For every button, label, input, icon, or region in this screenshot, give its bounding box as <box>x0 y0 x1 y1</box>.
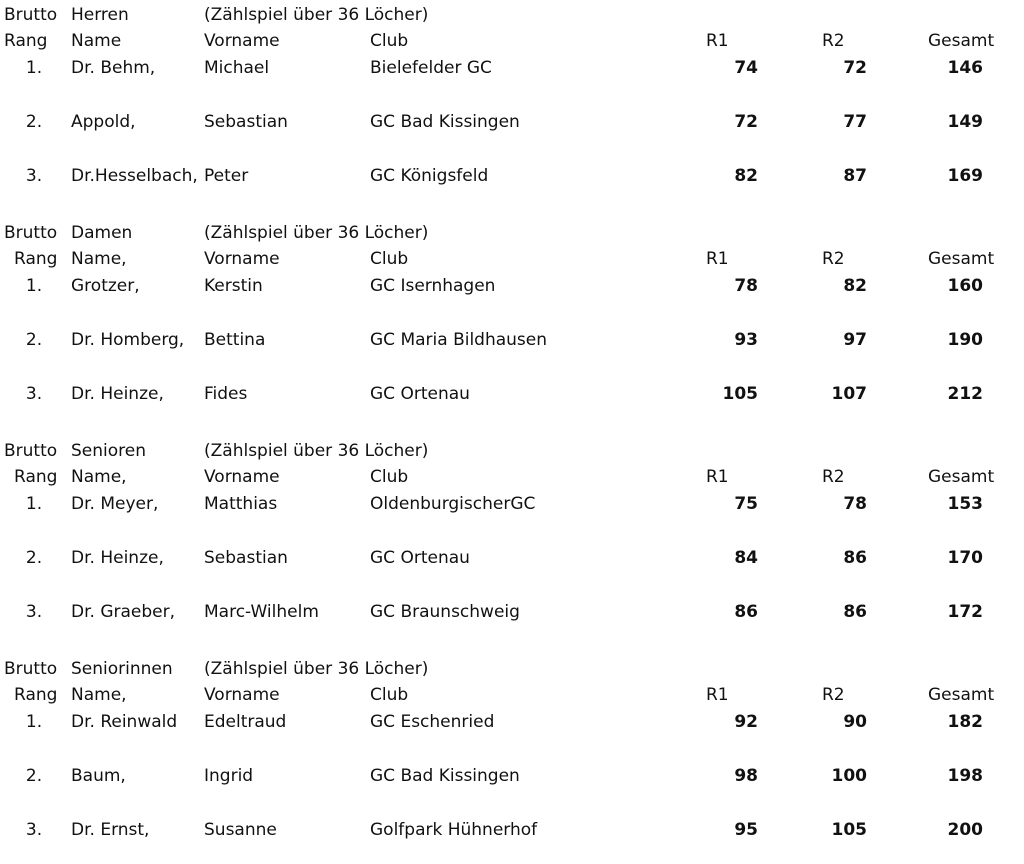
score-gesamt: 170 <box>947 548 983 568</box>
col-name: Name <box>71 31 122 51</box>
rang: 2. <box>25 766 43 786</box>
score-r1: 78 <box>734 276 758 296</box>
col-gesamt: Gesamt <box>928 31 995 51</box>
column-header-row <box>0 248 1024 270</box>
col-r1: R1 <box>706 685 729 705</box>
name: Dr.Hesselbach, <box>71 166 198 186</box>
col-rang: Rang <box>14 249 58 269</box>
vorname: Sebastian <box>204 112 288 132</box>
col-r2: R2 <box>822 467 845 487</box>
col-vorname: Vorname <box>204 467 280 487</box>
col-rang: Rang <box>14 467 58 487</box>
col-club: Club <box>370 31 409 51</box>
rang: 2. <box>25 330 43 350</box>
club: GC Ortenau <box>370 384 470 404</box>
score-r1: 86 <box>734 602 758 622</box>
col-rang: Rang <box>4 31 48 51</box>
vorname: Marc-Wilhelm <box>204 602 319 622</box>
vorname: Kerstin <box>204 276 263 296</box>
score-gesamt: 198 <box>947 766 983 786</box>
club: GC Braunschweig <box>370 602 520 622</box>
table-row <box>0 601 1024 623</box>
col-name: Name, <box>71 249 127 269</box>
score-gesamt: 212 <box>947 384 983 404</box>
score-r2: 82 <box>843 276 867 296</box>
name: Dr. Heinze, <box>71 384 164 404</box>
vorname: Ingrid <box>204 766 254 786</box>
score-gesamt: 190 <box>947 330 983 350</box>
score-gesamt: 160 <box>947 276 983 296</box>
rang: 1. <box>25 494 43 514</box>
score-gesamt: 149 <box>947 112 983 132</box>
category-name: Senioren <box>71 441 146 461</box>
col-club: Club <box>370 685 409 705</box>
club: GC Ortenau <box>370 548 470 568</box>
rang: 3. <box>25 602 43 622</box>
score-r2: 78 <box>843 494 867 514</box>
section-header <box>0 440 1024 462</box>
name: Dr. Homberg, <box>71 330 185 350</box>
col-gesamt: Gesamt <box>928 249 995 269</box>
table-row <box>0 165 1024 187</box>
vorname: Peter <box>204 166 249 186</box>
table-row <box>0 711 1024 733</box>
col-gesamt: Gesamt <box>928 467 995 487</box>
vorname: Matthias <box>204 494 278 514</box>
column-header-row <box>0 466 1024 488</box>
club: GC Königsfeld <box>370 166 489 186</box>
score-r1: 82 <box>734 166 758 186</box>
club: Golfpark Hühnerhof <box>370 820 538 840</box>
section-header <box>0 658 1024 680</box>
score-r1: 92 <box>734 712 758 732</box>
score-r2: 90 <box>843 712 867 732</box>
rang: 1. <box>25 712 43 732</box>
score-r2: 77 <box>843 112 867 132</box>
section-header <box>0 222 1024 244</box>
section-header <box>0 4 1024 26</box>
col-r2: R2 <box>822 31 845 51</box>
col-club: Club <box>370 249 409 269</box>
score-gesamt: 182 <box>947 712 983 732</box>
col-club: Club <box>370 467 409 487</box>
score-gesamt: 169 <box>947 166 983 186</box>
vorname: Sebastian <box>204 548 288 568</box>
table-row <box>0 493 1024 515</box>
club: OldenburgischerGC <box>370 494 536 514</box>
column-header-row <box>0 30 1024 52</box>
category-label: Brutto <box>4 441 58 461</box>
club: GC Isernhagen <box>370 276 496 296</box>
name: Dr. Graeber, <box>71 602 176 622</box>
club: Bielefelder GC <box>370 58 492 78</box>
col-vorname: Vorname <box>204 249 280 269</box>
vorname: Susanne <box>204 820 277 840</box>
name: Dr. Ernst, <box>71 820 150 840</box>
score-r1: 98 <box>734 766 758 786</box>
col-name: Name, <box>71 685 127 705</box>
results-section-herren <box>0 0 1024 210</box>
results-section-senioren <box>0 436 1024 646</box>
table-row <box>0 383 1024 405</box>
name: Dr. Reinwald <box>71 712 178 732</box>
score-r1: 93 <box>734 330 758 350</box>
score-r1: 105 <box>722 384 758 404</box>
rang: 2. <box>25 548 43 568</box>
col-r1: R1 <box>706 249 729 269</box>
col-vorname: Vorname <box>204 685 280 705</box>
score-r2: 86 <box>843 548 867 568</box>
club: GC Bad Kissingen <box>370 112 520 132</box>
rang: 3. <box>25 820 43 840</box>
name: Appold, <box>71 112 136 132</box>
rang: 3. <box>25 166 43 186</box>
vorname: Bettina <box>204 330 266 350</box>
table-row <box>0 819 1024 841</box>
score-r1: 84 <box>734 548 758 568</box>
rang: 1. <box>25 58 43 78</box>
score-r2: 87 <box>843 166 867 186</box>
category-label: Brutto <box>4 223 58 243</box>
score-r2: 72 <box>843 58 867 78</box>
score-gesamt: 172 <box>947 602 983 622</box>
club: GC Bad Kissingen <box>370 766 520 786</box>
category-label: Brutto <box>4 5 58 25</box>
col-vorname: Vorname <box>204 31 280 51</box>
score-r2: 107 <box>831 384 867 404</box>
rang: 1. <box>25 276 43 296</box>
category-name: Seniorinnen <box>71 659 173 679</box>
table-row <box>0 57 1024 79</box>
results-section-seniorinnen <box>0 654 1024 864</box>
score-gesamt: 146 <box>947 58 983 78</box>
col-rang: Rang <box>14 685 58 705</box>
table-row <box>0 329 1024 351</box>
col-r2: R2 <box>822 685 845 705</box>
col-r1: R1 <box>706 467 729 487</box>
col-name: Name, <box>71 467 127 487</box>
club: GC Eschenried <box>370 712 495 732</box>
name: Dr. Meyer, <box>71 494 159 514</box>
vorname: Michael <box>204 58 270 78</box>
score-r1: 75 <box>734 494 758 514</box>
score-gesamt: 200 <box>947 820 983 840</box>
rang: 3. <box>25 384 43 404</box>
format-note: (Zählspiel über 36 Löcher) <box>204 441 429 461</box>
score-r1: 74 <box>734 58 758 78</box>
category-label: Brutto <box>4 659 58 679</box>
results-section-damen <box>0 218 1024 428</box>
vorname: Edeltraud <box>204 712 287 732</box>
name: Grotzer, <box>71 276 140 296</box>
table-row <box>0 547 1024 569</box>
format-note: (Zählspiel über 36 Löcher) <box>204 223 429 243</box>
category-name: Damen <box>71 223 133 243</box>
score-r1: 95 <box>734 820 758 840</box>
name: Baum, <box>71 766 126 786</box>
rang: 2. <box>25 112 43 132</box>
table-row <box>0 111 1024 133</box>
format-note: (Zählspiel über 36 Löcher) <box>204 659 429 679</box>
club: GC Maria Bildhausen <box>370 330 548 350</box>
score-r2: 105 <box>831 820 867 840</box>
score-r2: 97 <box>843 330 867 350</box>
col-r1: R1 <box>706 31 729 51</box>
score-r2: 100 <box>831 766 867 786</box>
column-header-row <box>0 684 1024 706</box>
table-row <box>0 275 1024 297</box>
name: Dr. Behm, <box>71 58 156 78</box>
vorname: Fides <box>204 384 248 404</box>
col-r2: R2 <box>822 249 845 269</box>
score-r2: 86 <box>843 602 867 622</box>
col-gesamt: Gesamt <box>928 685 995 705</box>
score-gesamt: 153 <box>947 494 983 514</box>
format-note: (Zählspiel über 36 Löcher) <box>204 5 429 25</box>
score-r1: 72 <box>734 112 758 132</box>
category-name: Herren <box>71 5 129 25</box>
table-row <box>0 765 1024 787</box>
name: Dr. Heinze, <box>71 548 164 568</box>
